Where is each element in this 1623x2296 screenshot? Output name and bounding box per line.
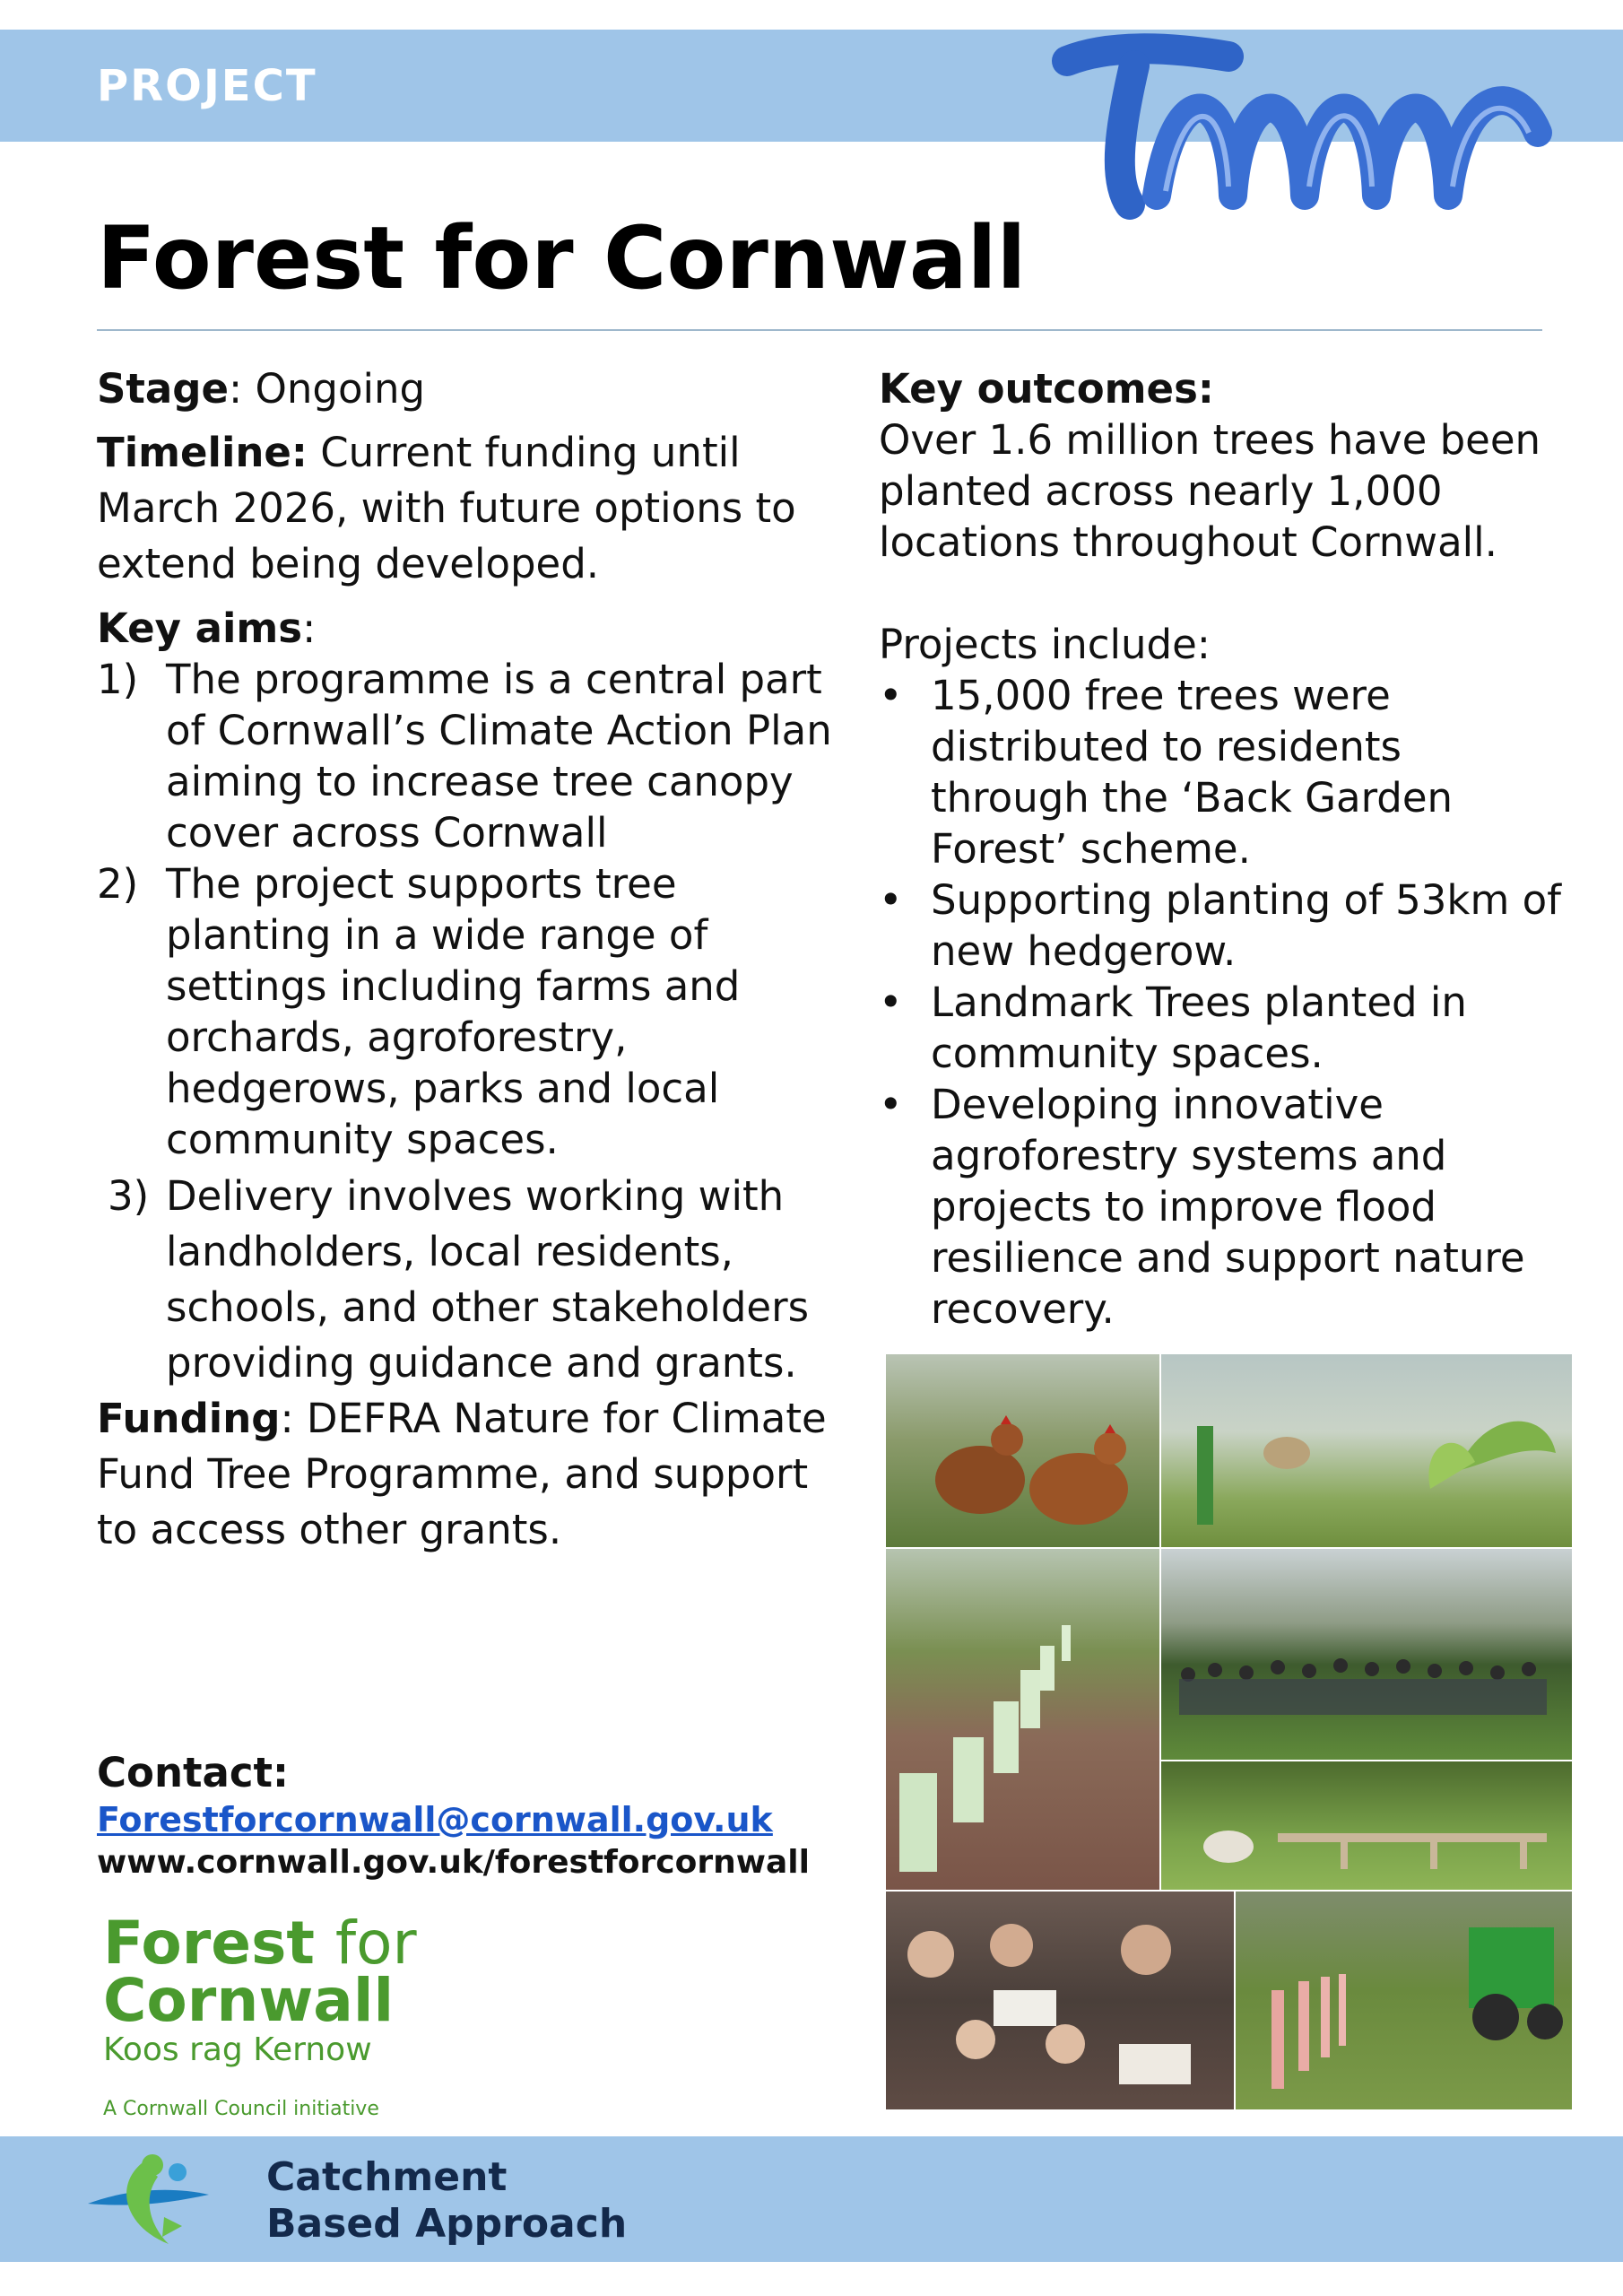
logo-for: for: [334, 1909, 417, 1978]
catchment-logo-icon: [88, 2145, 213, 2253]
title-divider: [97, 329, 1542, 331]
bullet: •: [879, 672, 903, 719]
project-details: [97, 363, 841, 1558]
aim-text: The project supports tree planting in a wide range of settings including farms and orchards, agroforestry, hedgerows, parks and local community spaces.: [166, 860, 741, 1163]
list-item: [879, 874, 1569, 977]
page-title: Forest for Cornwall: [97, 208, 1027, 309]
list-item: [879, 670, 1569, 874]
photo-sheep-field: [1161, 1761, 1572, 1890]
logo-forest: Forest: [103, 1909, 315, 1978]
outcomes-heading: Key outcomes:: [879, 365, 1214, 413]
list-item: [879, 1079, 1569, 1335]
photo-hedgerow-planting: [886, 1549, 1159, 1890]
list-item: [879, 977, 1569, 1079]
contact-block: [97, 1747, 810, 1885]
funding-label: Funding: [97, 1395, 281, 1442]
forest-for-cornwall-logo: [103, 1909, 444, 2120]
bullet: •: [879, 876, 903, 924]
key-outcomes: [879, 363, 1569, 1335]
outcomes-summary: Over 1.6 million trees have been planted across nearly 1,000 locations throughout Cornwall.: [879, 416, 1541, 566]
photo-collage: [886, 1354, 1572, 2109]
footer-line-2: Based Approach: [266, 2201, 628, 2247]
project-text: 15,000 free trees were distributed to residents through the ‘Back Garden Forest’ scheme.: [931, 672, 1454, 873]
project-text: Landmark Trees planted in community spaces.: [931, 978, 1467, 1077]
aim-number: 2): [97, 860, 139, 908]
wave-logo-icon: [1049, 25, 1565, 227]
aims-list: [97, 654, 841, 1391]
stage-label: Stage: [97, 365, 230, 413]
bullet: •: [879, 978, 903, 1026]
aims-label: Key aims: [97, 604, 303, 652]
footer-band: [0, 2136, 1623, 2262]
aim-number: 3): [108, 1172, 150, 1220]
list-item: [97, 858, 841, 1165]
projects-list: [879, 670, 1569, 1335]
timeline-value: Current funding until March 2026, with future options to extend being developed.: [97, 429, 796, 587]
aim-number: 1): [97, 656, 139, 703]
stage-line: [97, 363, 841, 414]
photo-community-group: [1161, 1549, 1572, 1760]
timeline-line: [97, 425, 841, 592]
logo-tagline: A Cornwall Council initiative: [103, 2098, 379, 2120]
photo-hens: [886, 1354, 1159, 1547]
contact-heading: Contact:: [97, 1749, 290, 1796]
photo-seedling-field: [1161, 1354, 1572, 1547]
section-label: PROJECT: [97, 61, 317, 111]
logo-line-2: Cornwall: [103, 1966, 395, 2035]
timeline-label: Timeline:: [97, 429, 308, 476]
logo-line-1: [103, 1909, 444, 1978]
stage-value: : Ongoing: [229, 365, 426, 413]
photo-families: [886, 1892, 1234, 2109]
funding-line: [97, 1391, 841, 1558]
bullet: •: [879, 1081, 903, 1128]
list-item: [97, 1169, 841, 1391]
contact-email-link[interactable]: Forestforcornwall@cornwall.gov.uk: [97, 1800, 773, 1839]
projects-intro: Projects include:: [879, 621, 1211, 668]
project-text: Developing innovative agroforestry systems and projects to improve flood resilience and support nature recovery.: [931, 1081, 1525, 1333]
logo-cornish: Koos rag Kernow: [103, 2031, 372, 2068]
aims-heading: [97, 603, 841, 654]
footer-line-1: Catchment: [266, 2154, 508, 2200]
funding-value: : DEFRA Nature for Climate Fund Tree Programme, and support to access other grants.: [97, 1395, 827, 1553]
list-item: [97, 654, 841, 858]
aims-colon: :: [302, 604, 317, 652]
project-text: Supporting planting of 53km of new hedgerow.: [931, 876, 1561, 975]
contact-website: www.cornwall.gov.uk/forestforcornwall: [97, 1844, 810, 1881]
aim-text: The programme is a central part of Cornwall’s Climate Action Plan aiming to increase tree canopy cover across Cornwall: [166, 656, 832, 857]
catchment-based-approach-wordmark: [266, 2154, 627, 2248]
aim-text: Delivery involves working with landholders, local residents, schools, and other stakeholders providing guidance and grants.: [166, 1172, 810, 1387]
photo-tractor-planting: [1236, 1892, 1572, 2109]
